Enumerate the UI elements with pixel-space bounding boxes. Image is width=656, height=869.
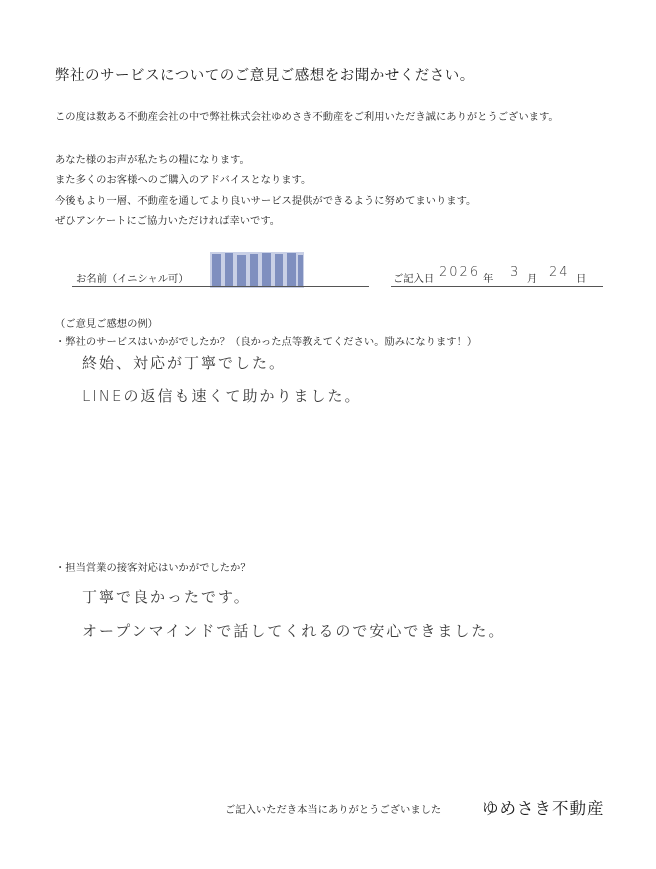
name-label: お名前（イニシャル可） (76, 273, 189, 285)
question-sales-rep: ・担当営業の接客対応はいかがでしたか？ (55, 562, 251, 574)
redacted-name-block (210, 252, 304, 288)
paragraph-line: ぜひアンケートにご協力いただければ幸いです。 (55, 215, 281, 227)
examples-label: （ご意見ご感想の例） (55, 318, 158, 330)
question-service: ・弊社のサービスはいかがでしたか？（良かった点等教えてください。励みになります！） (55, 336, 478, 348)
thanks-text: ご記入いただき本当にありがとうございました (225, 804, 442, 816)
name-underline (72, 286, 369, 287)
date-underline (391, 286, 603, 287)
answer-line: オープンマインドで話してくれるので安心できました。 (82, 622, 506, 640)
paragraph-line: 今後もより一層、不動産を通してより良いサービス提供ができるように努めてまいります。 (55, 195, 477, 207)
day-value: 24 (549, 265, 570, 280)
answer-line: 終始、対応が丁寧でした。 (82, 354, 287, 372)
day-unit: 日 (576, 273, 587, 285)
answer-line: 丁寧で良かったです。 (82, 588, 251, 606)
survey-title: 弊社のサービスについてのご意見ご感想をお聞かせください。 (55, 68, 475, 84)
year-unit: 年 (483, 273, 494, 285)
month-unit: 月 (527, 273, 538, 285)
intro-text: この度は数ある不動産会社の中で弊社株式会社ゆめさき不動産をご利用いただき誠にありがとうございます。 (55, 111, 559, 123)
answer-line: LINEの返信も速くて助かりました。 (82, 387, 362, 405)
paragraph-line: また多くのお客様へのご購入のアドバイスとなります。 (55, 174, 312, 186)
paragraph-line: あなた様のお声が私たちの糧になります。 (55, 154, 250, 166)
company-name: ゆめさき不動産 (482, 799, 605, 818)
year-value: 2026 (439, 265, 481, 280)
month-value: 3 (510, 265, 521, 280)
date-label: ご記入日 (393, 273, 435, 285)
